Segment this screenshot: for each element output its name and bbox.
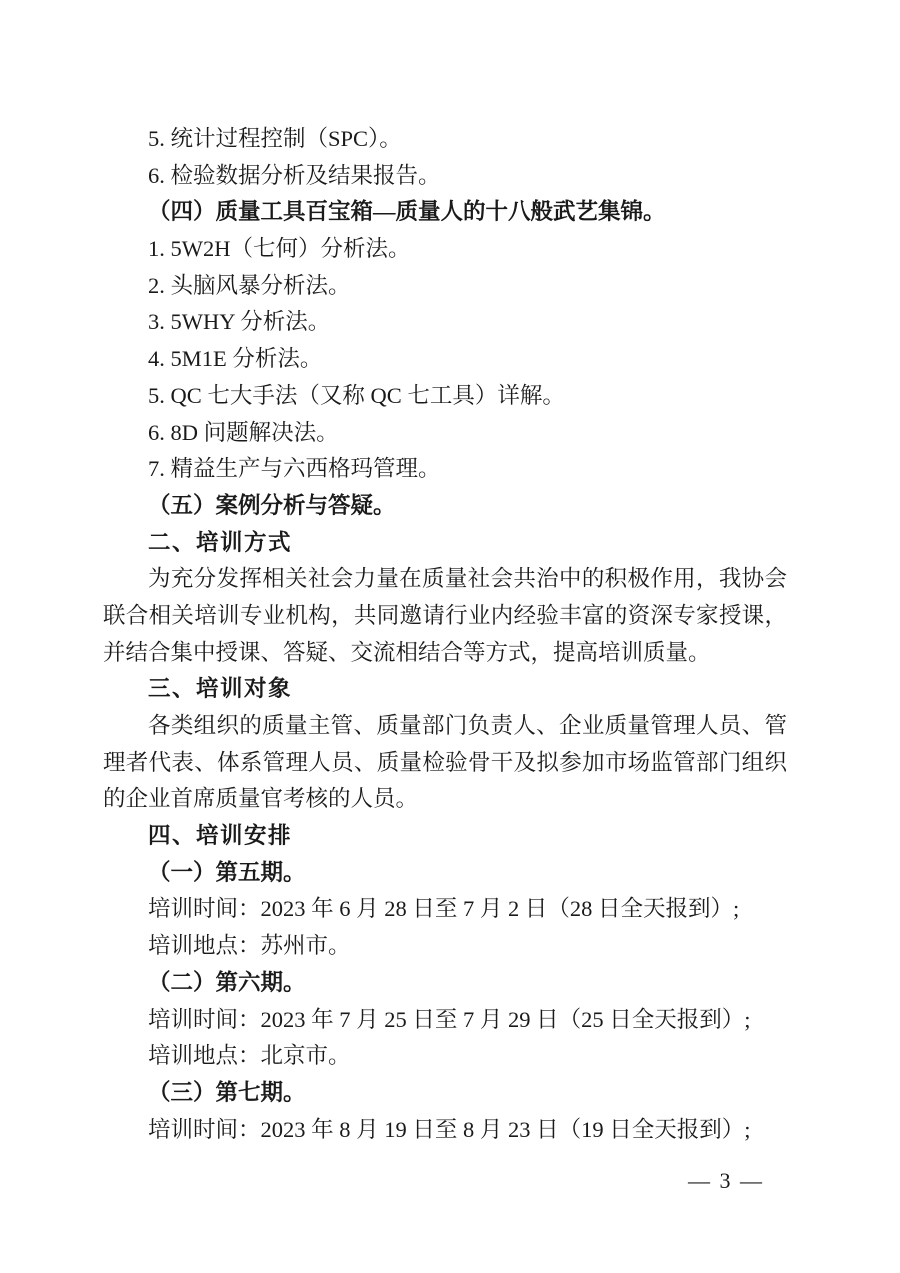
subsection-heading: （一）第五期。 [148, 859, 306, 885]
subsection-heading: （三）第七期。 [148, 1079, 306, 1105]
subsection-heading: （四）质量工具百宝箱—质量人的十八般武艺集锦。 [148, 199, 666, 225]
list-item: 6. 8D 问题解决法。 [148, 419, 339, 445]
page-number: — 3 — [688, 1168, 764, 1193]
schedule-line: 培训时间：2023 年 6 月 28 日至 7 月 2 日（28 日全天报到）; [148, 896, 740, 922]
document-body [103, 121, 787, 1148]
section-heading: 四、培训安排 [148, 823, 293, 849]
list-item: 7. 精益生产与六西格玛管理。 [148, 456, 441, 482]
list-item: 1. 5W2H（七何）分析法。 [148, 236, 411, 262]
list-item: 2. 头脑风暴分析法。 [148, 272, 351, 298]
paragraph-line: 的企业首席质量官考核的人员。 [103, 786, 419, 812]
list-item: 4. 5M1E 分析法。 [148, 346, 323, 372]
paragraph-line: 各类组织的质量主管、质量部门负责人、企业质量管理人员、管 [148, 713, 787, 738]
schedule-line: 培训地点：苏州市。 [148, 933, 351, 959]
subsection-heading: （二）第六期。 [148, 969, 306, 995]
paragraph-line: 理者代表、体系管理人员、质量检验骨干及拟参加市场监管部门组织 [103, 749, 787, 775]
schedule-line: 培训地点：北京市。 [148, 1043, 351, 1069]
paragraph-line: 联合相关培训专业机构，共同邀请行业内经验丰富的资深专家授课， [103, 602, 787, 628]
subsection-heading: （五）案例分析与答疑。 [148, 492, 396, 518]
paragraph-line: 并结合集中授课、答疑、交流相结合等方式，提高培训质量。 [103, 639, 711, 665]
list-item: 5. QC 七大手法（又称 QC 七工具）详解。 [148, 382, 565, 408]
list-item: 5. 统计过程控制（SPC）。 [148, 126, 402, 151]
list-item: 6. 检验数据分析及结果报告。 [148, 162, 441, 188]
list-item: 3. 5WHY 分析法。 [148, 309, 331, 335]
section-heading: 三、培训对象 [148, 676, 293, 702]
schedule-line: 培训时间：2023 年 8 月 19 日至 8 月 23 日（19 日全天报到）; [148, 1116, 751, 1142]
section-heading: 二、培训方式 [148, 529, 293, 555]
schedule-line: 培训时间：2023 年 7 月 25 日至 7 月 29 日（25 日全天报到）; [148, 1006, 751, 1032]
paragraph-line: 为充分发挥相关社会力量在质量社会共治中的积极作用，我协会 [148, 566, 787, 592]
